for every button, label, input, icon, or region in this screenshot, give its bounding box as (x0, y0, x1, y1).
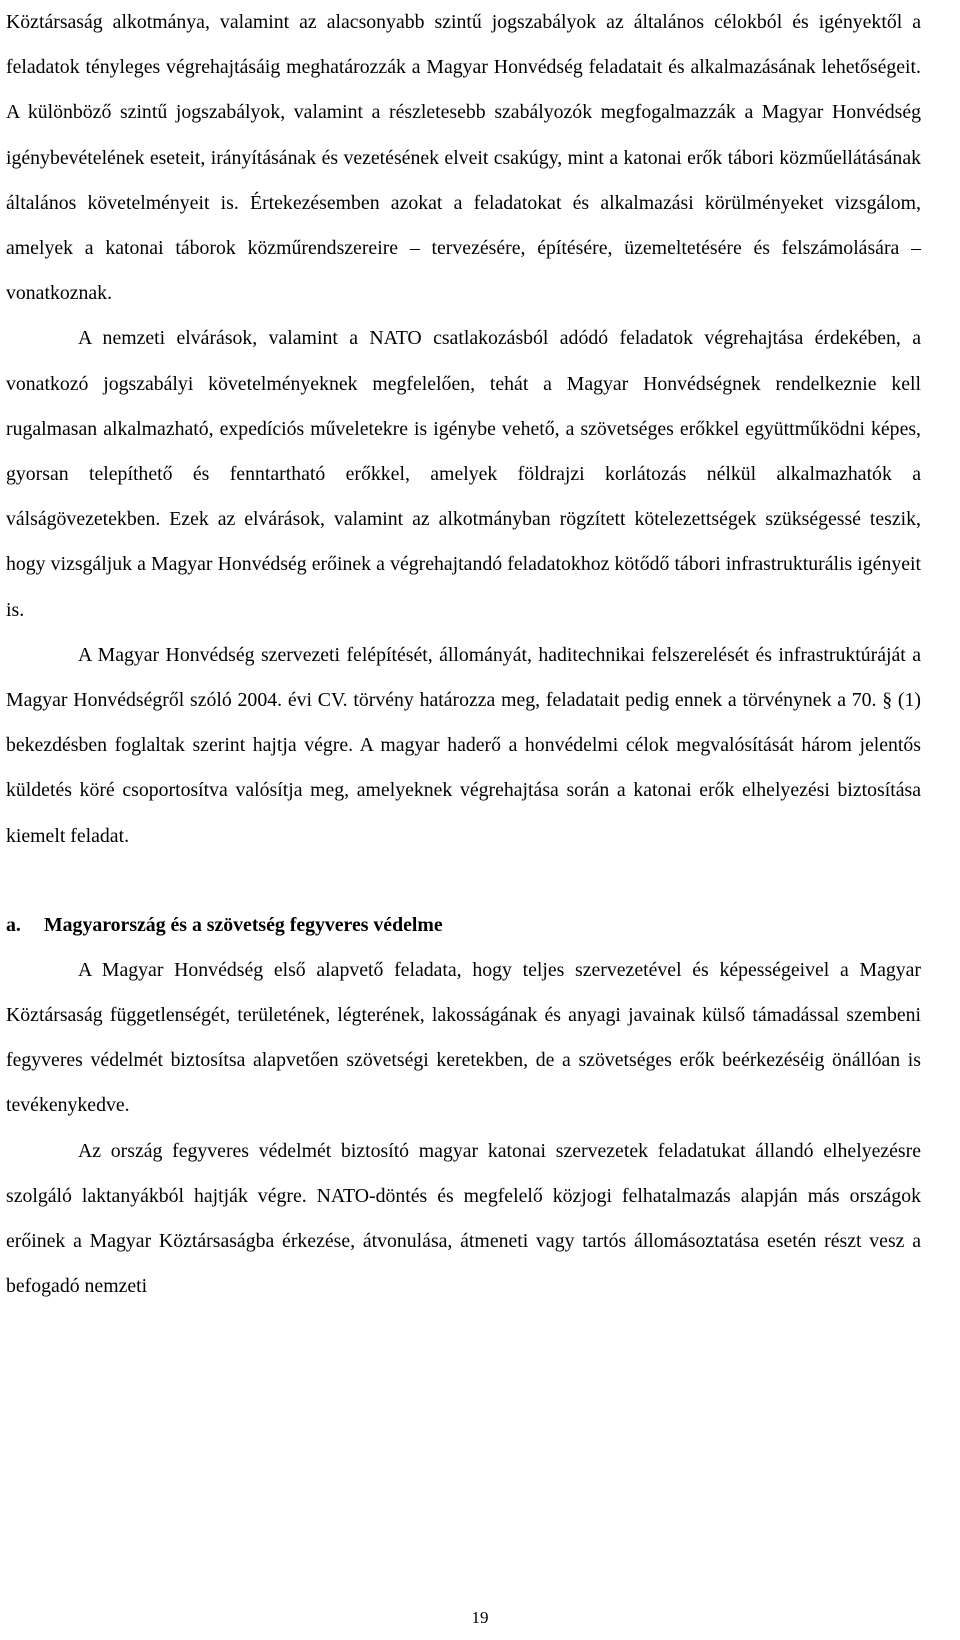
page-number: 19 (471, 1608, 489, 1627)
paragraph-armed-defense: Az ország fegyveres védelmét biztosító magyar katonai szervezetek feladatukat állandó elhelyezésre szolgáló laktanyákból hajtják végre. NATO-döntés és megfelelő közjogi felhatalmazás alapján más országok erőinek a Magyar Köztársaságba érkezése, átvonulása, átmeneti vagy tartós állomásoztatása esetén részt vesz a befogadó nemzeti (6, 1139, 921, 1298)
section-title: Magyarország és a szövetség fegyveres védelme (44, 913, 443, 936)
paragraph-constitution-laws: Köztársaság alkotmánya, valamint az alacsonyabb szintű jogszabályok az általános célokból és igényektől a feladatok tényleges végrehajtásáig meghatározzák a Magyar Honvédség feladatait és alkalmazásának lehetőségeit. A különböző szintű jogszabályok, valamint a részletesebb szabályozók megfogalmazzák a Magyar Honvédség igénybevételének eseteit, irányításának és vezetésének elveit csakúgy, mint a katonai erők tábori közműellátásának általános követelményeit is. Értekezésemben azokat a feladatokat és alkalmazási körülményeket vizsgálom, amelyek a katonai táborok közműrendszereire – tervezésére, építésére, üzemeltetésére és felszámolására – vonatkoznak. (6, 11, 921, 305)
paragraph-organizational-structure: A Magyar Honvédség szervezeti felépítését, állományát, haditechnikai felszerelését és infrastruktúráját a Magyar Honvédségről szóló 2004. évi CV. törvény határozza meg, feladatait pedig ennek a törvénynek a 70. § (1) bekezdésben foglaltak szerint hajtja végre. A magyar haderő a honvédelmi célok megvalósítását három jelentős küldetés köré csoportosítva valósítja meg, amelyeknek végrehajtása során a katonai erők elhelyezési biztosítása kiemelt feladat. (6, 643, 921, 847)
paragraph-first-task: A Magyar Honvédség első alapvető feladata, hogy teljes szervezetével és képességeivel a Magyar Köztársaság függetlenségét, területének, légterének, lakosságának és anyagi javainak külső támadással szembeni fegyveres védelmét biztosítsa alapvetően szövetségi keretekben, de a szövetséges erők beérkezéséig önállóan is tevékenykedve. (6, 958, 921, 1117)
document-page (6, 0, 921, 1309)
section-letter: a. (6, 913, 21, 936)
section-heading (6, 903, 921, 948)
paragraph-national-expectations: A nemzeti elvárások, valamint a NATO csatlakozásból adódó feladatok végrehajtása érdekében, a vonatkozó jogszabályi követelményeknek megfelelően, tehát a Magyar Honvédségnek rendelkeznie kell rugalmasan alkalmazható, expedíciós műveletekre is igénybe vehető, a szövetséges erőkkel együttműködni képes, gyorsan telepíthető és fenntartható erőkkel, amelyek földrajzi korlátozás nélkül alkalmazhatók a válságövezetekben. Ezek az elvárások, valamint az alkotmányban rögzített kötelezettségek szükségessé teszik, hogy vizsgáljuk a Magyar Honvédség erőinek a végrehajtandó feladatokhoz kötődő tábori infrastrukturális igényeit is. (6, 327, 921, 621)
